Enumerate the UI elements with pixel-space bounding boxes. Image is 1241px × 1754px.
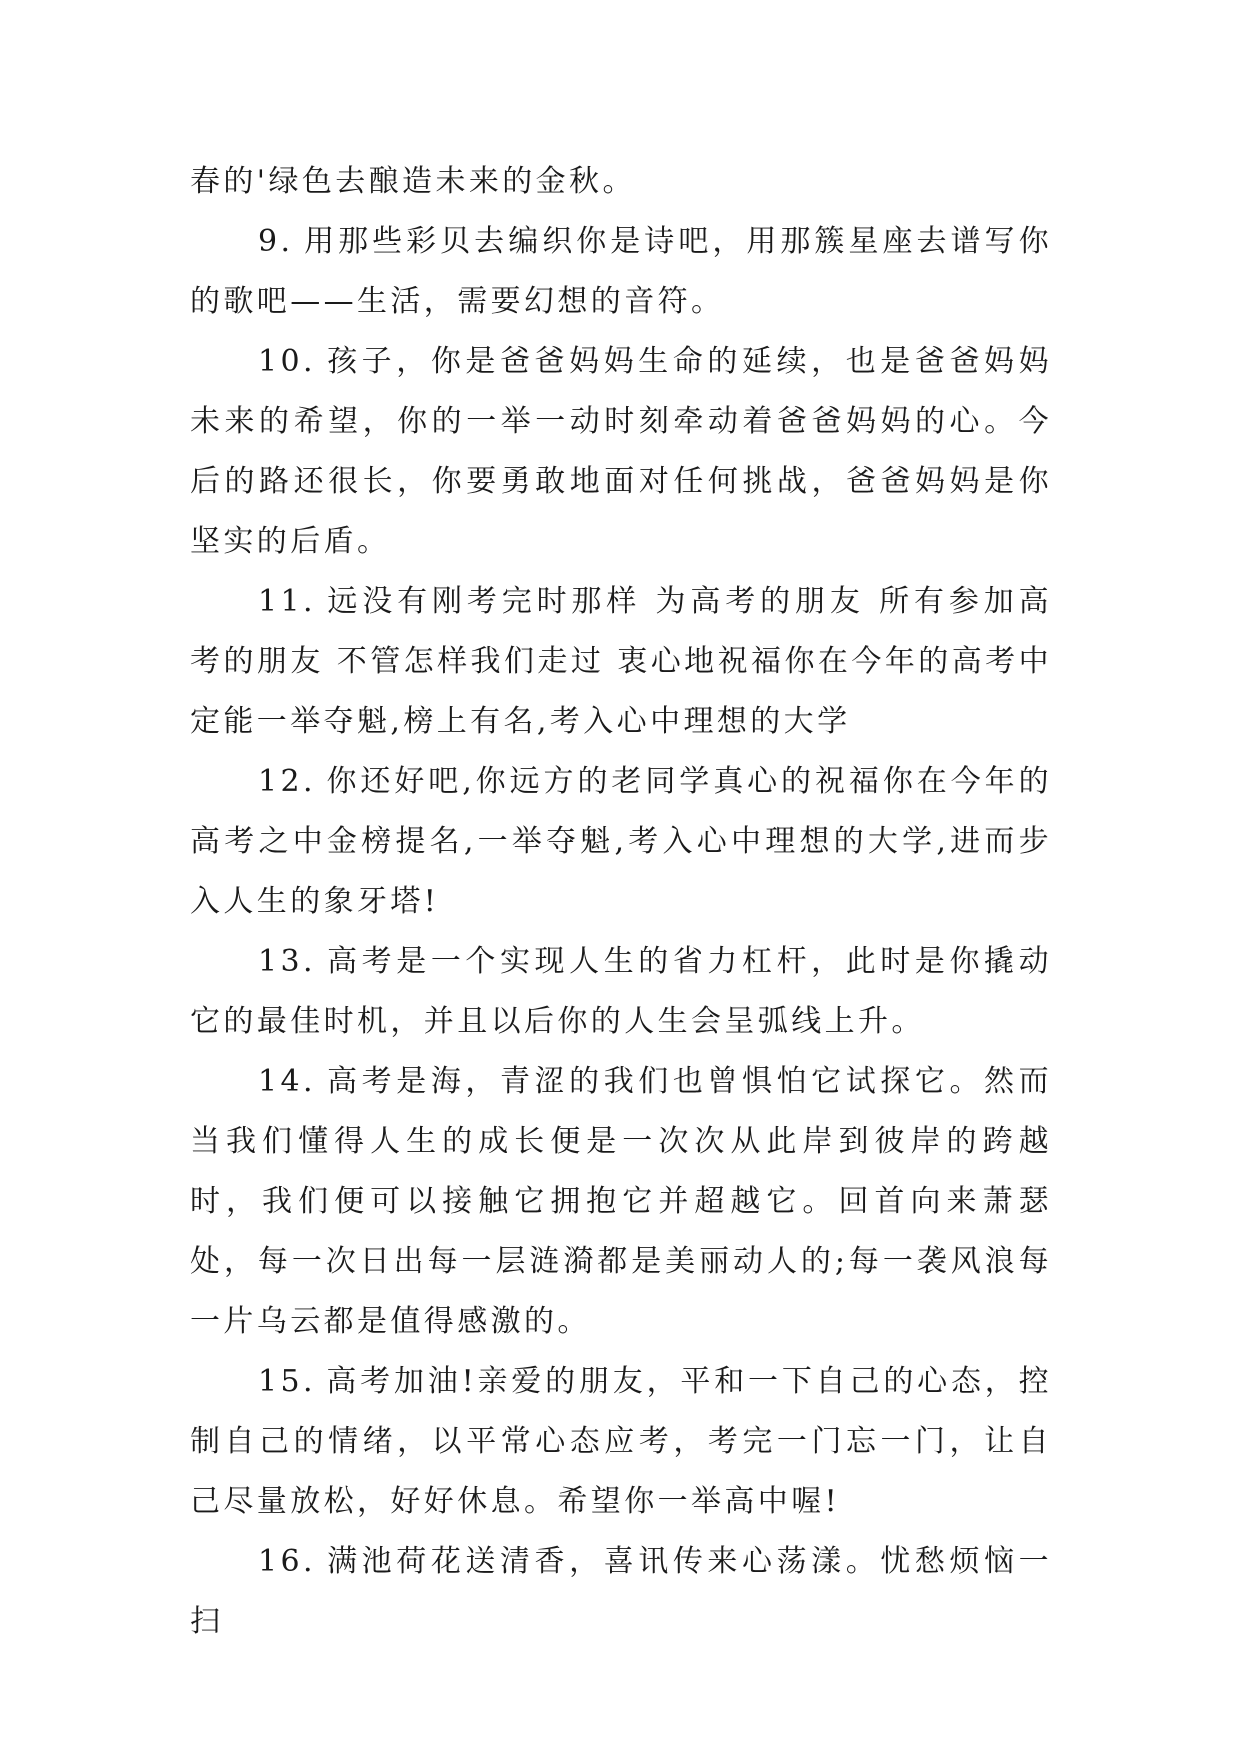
item-number: 10. [258, 344, 316, 379]
paragraph-text: 满池荷花送清香，喜讯传来心荡漾。忧愁烦恼一扫 [190, 1544, 1052, 1639]
item-number: 16. [258, 1544, 316, 1579]
list-item-12 [190, 752, 1052, 932]
paragraph-text: 高考是一个实现人生的省力杠杆，此时是你撬动它的最佳时机，并且以后你的人生会呈弧线上升。 [190, 944, 1052, 1039]
paragraph-text: 高考是海，青涩的我们也曾惧怕它试探它。然而当我们懂得人生的成长便是一次次从此岸到彼岸的跨越时，我们便可以接触它拥抱它并超越它。回首向来萧瑟处，每一次日出每一层涟漪都是美丽动人的;每一袭风浪每一片乌云都是值得感激的。 [190, 1064, 1052, 1339]
item-number: 12. [258, 764, 316, 799]
list-item-15 [190, 1352, 1052, 1532]
list-item-14 [190, 1052, 1052, 1352]
item-number: 14. [258, 1064, 316, 1099]
document-page [190, 152, 1052, 1652]
paragraph-text: 春的'绿色去酿造未来的金秋。 [190, 164, 636, 199]
list-item-11 [190, 572, 1052, 752]
item-number: 9. [258, 224, 294, 259]
item-number: 15. [258, 1364, 316, 1399]
paragraph-text: 远没有刚考完时那样 为高考的朋友 所有参加高考的朋友 不管怎样我们走过 衷心地祝福你在今年的高考中定能一举夺魁,榜上有名,考入心中理想的大学 [190, 584, 1052, 739]
item-number: 13. [258, 944, 316, 979]
list-item-13 [190, 932, 1052, 1052]
paragraph-text: 高考加油!亲爱的朋友，平和一下自己的心态，控制自己的情绪，以平常心态应考，考完一门忘一门，让自己尽量放松，好好休息。希望你一举高中喔! [190, 1364, 1052, 1519]
paragraph-text: 你还好吧,你远方的老同学真心的祝福你在今年的高考之中金榜提名,一举夺魁,考入心中理想的大学,进而步入人生的象牙塔! [190, 764, 1052, 919]
list-item-9 [190, 212, 1052, 332]
paragraph-text: 孩子，你是爸爸妈妈生命的延续，也是爸爸妈妈未来的希望，你的一举一动时刻牵动着爸爸妈妈的心。今后的路还很长，你要勇敢地面对任何挑战，爸爸妈妈是你坚实的后盾。 [190, 344, 1052, 559]
item-number: 11. [258, 584, 316, 619]
paragraph-text: 用那些彩贝去编织你是诗吧，用那簇星座去谱写你的歌吧——生活，需要幻想的音符。 [190, 224, 1052, 319]
paragraph-continuation [190, 152, 1052, 212]
list-item-10 [190, 332, 1052, 572]
list-item-16 [190, 1532, 1052, 1652]
